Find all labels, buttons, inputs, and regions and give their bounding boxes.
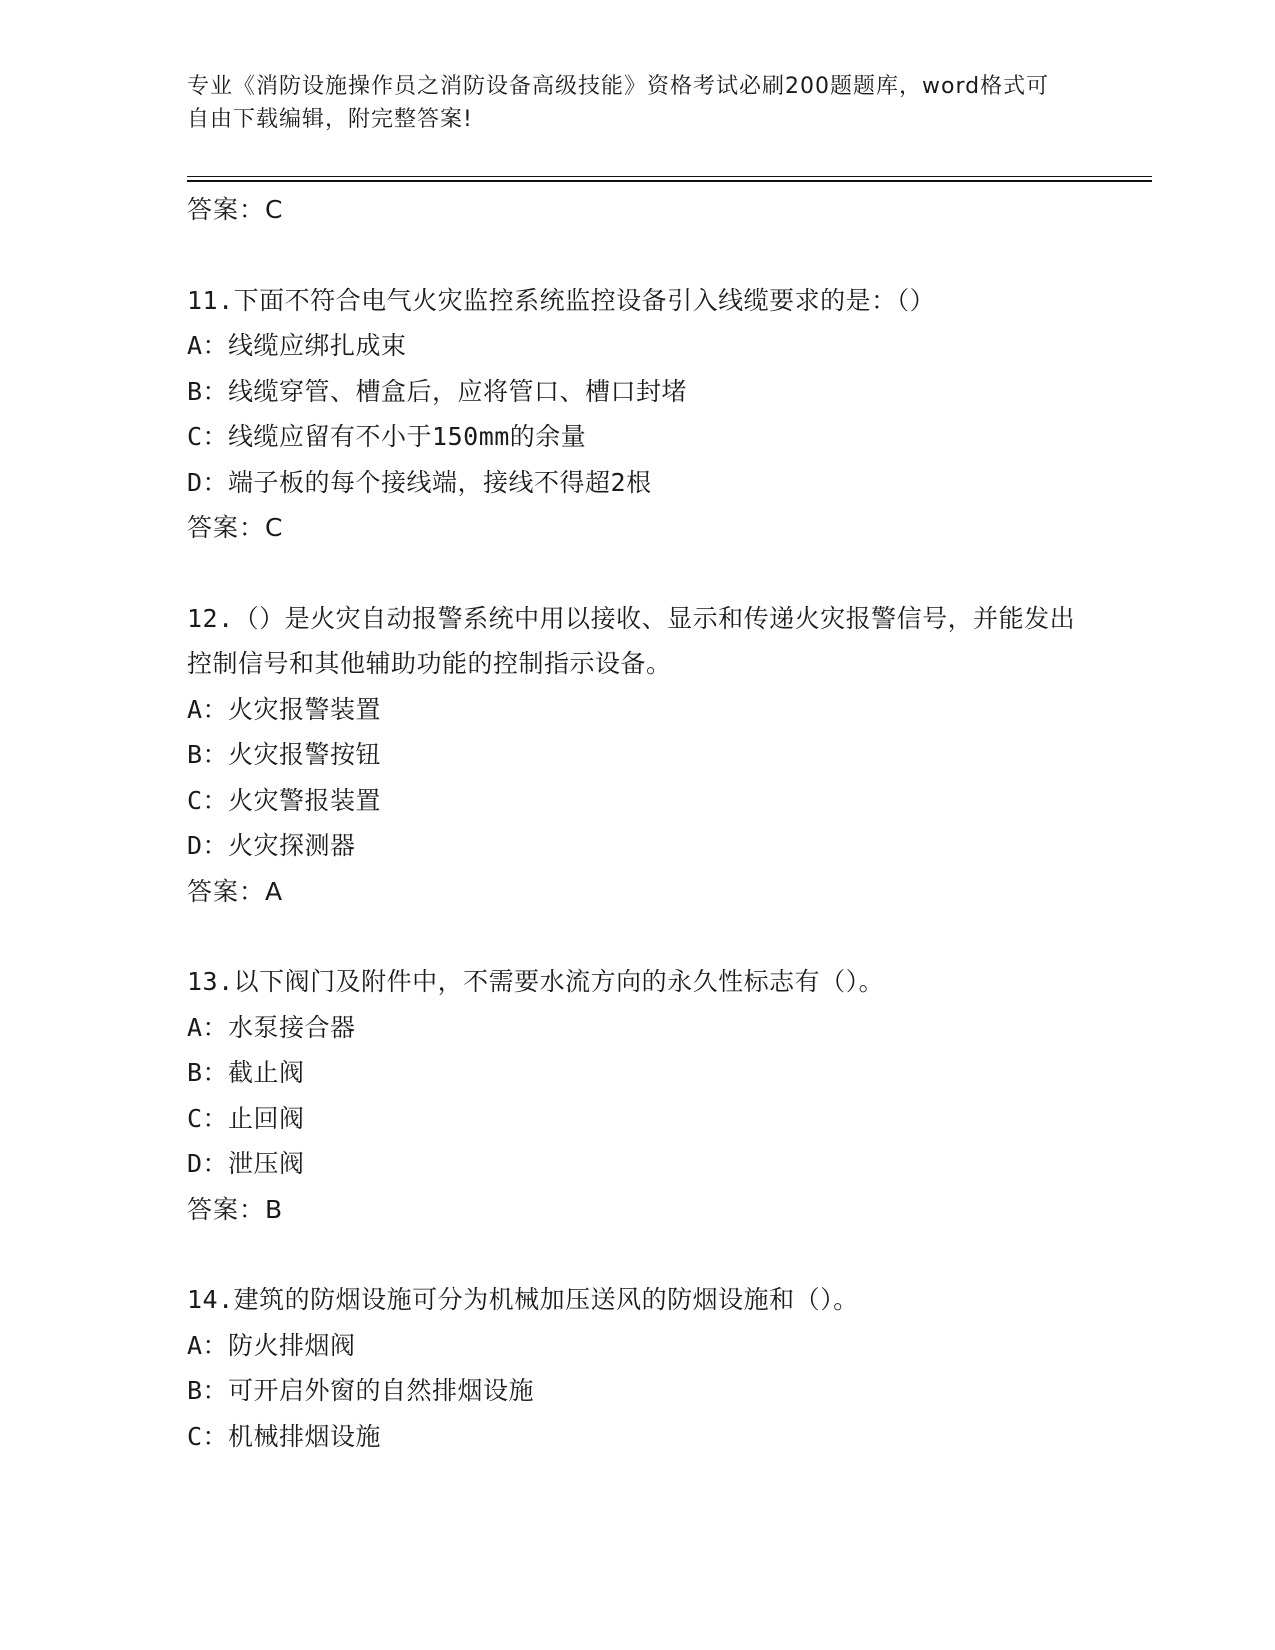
page-header: 专业《消防设施操作员之消防设备高级技能》资格考试必刷200题题库，word格式可自由下载编辑，附完整答案! <box>187 74 1050 132</box>
question-stem: 14.建筑的防烟设施可分为机械加压送风的防烟设施和（）。 <box>187 1285 859 1314</box>
option-b: B：截止阀 <box>187 1058 305 1087</box>
answer: 答案：C <box>187 513 284 542</box>
question-stem: 12.（）是火灾自动报警系统中用以接收、显示和传递火灾报警信号，并能发出控制信号和其他辅助功能的控制指示设备。 <box>187 603 1076 678</box>
option-d: D：端子板的每个接线端，接线不得超2根 <box>187 467 652 497</box>
option-a: A：防火排烟阀 <box>187 1330 356 1360</box>
previous-answer: 答案：C <box>187 195 284 224</box>
question-13 <box>187 959 1087 1232</box>
question-12 <box>187 596 1087 915</box>
option-c: C：机械排烟设施 <box>187 1421 382 1451</box>
option-b: B：线缆穿管、槽盒后，应将管口、槽口封堵 <box>187 376 688 406</box>
answer: 答案：A <box>187 876 284 906</box>
question-stem: 13.以下阀门及附件中，不需要水流方向的永久性标志有（）。 <box>187 967 885 996</box>
question-11 <box>187 278 1087 551</box>
option-b: B：火灾报警按钮 <box>187 740 382 769</box>
header-rule-thin <box>187 176 1152 177</box>
option-b: B：可开启外窗的自然排烟设施 <box>187 1376 535 1405</box>
option-a: A：火灾报警装置 <box>187 694 382 724</box>
option-d: D：泄压阀 <box>187 1149 305 1178</box>
option-c: C：线缆应留有不小于150mm的余量 <box>187 422 587 451</box>
question-stem: 11.下面不符合电气火灾监控系统监控设备引入线缆要求的是：（） <box>187 285 936 315</box>
answer: 答案：B <box>187 1194 284 1224</box>
option-a: A：水泵接合器 <box>187 1012 356 1042</box>
option-a: A：线缆应绑扎成束 <box>187 331 407 360</box>
question-14 <box>187 1277 1087 1459</box>
question-list <box>187 187 1087 1459</box>
option-d: D：火灾探测器 <box>187 831 356 860</box>
header-rule-thick <box>187 180 1152 182</box>
option-c: C：止回阀 <box>187 1103 305 1133</box>
option-c: C：火灾警报装置 <box>187 785 382 815</box>
